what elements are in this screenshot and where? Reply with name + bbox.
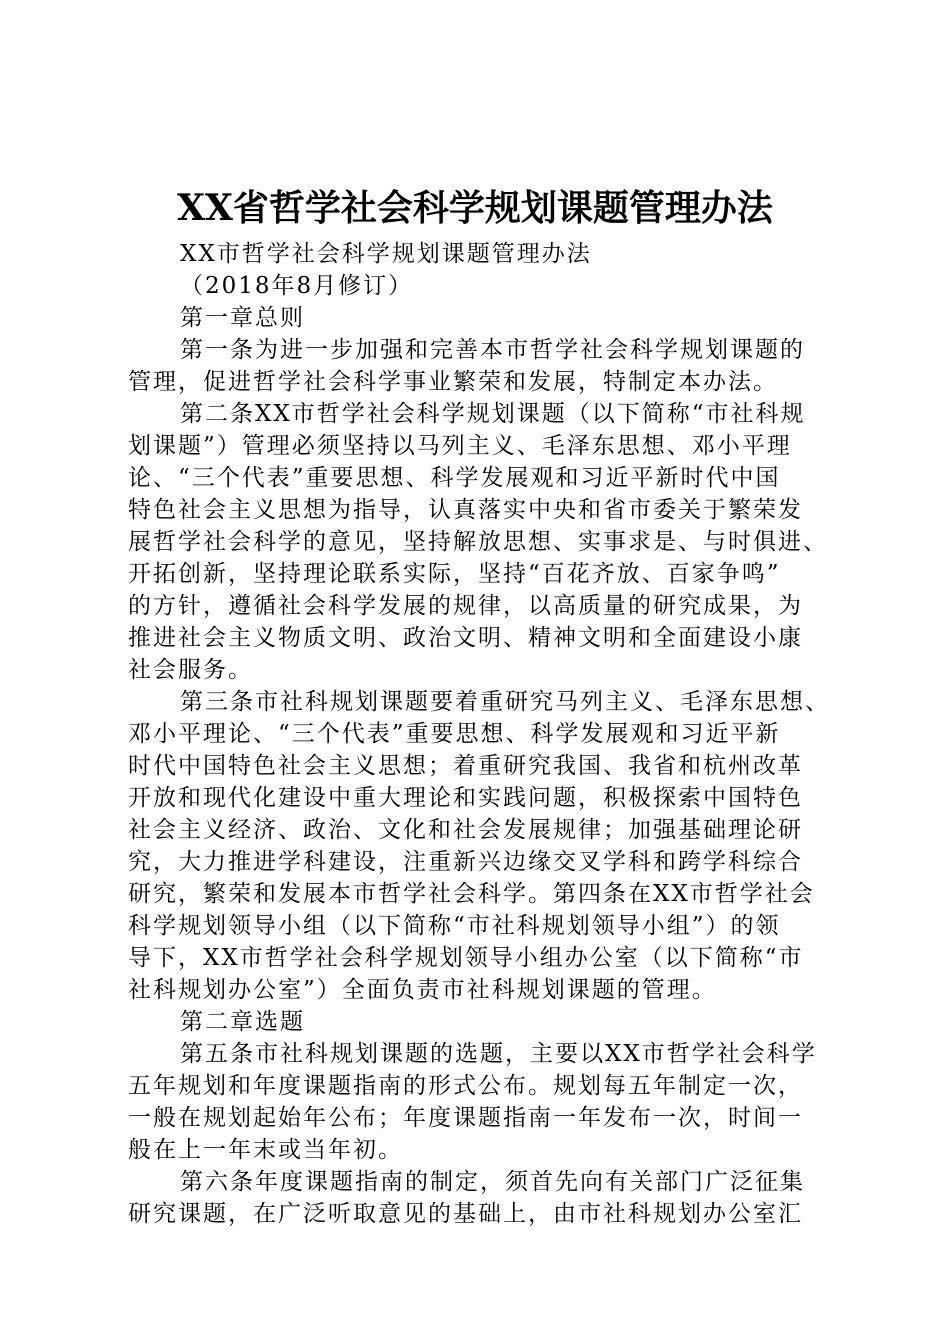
text-line: 一般在规划起始年公布；年度课题指南一年发布一次，时间一 <box>128 1105 803 1131</box>
text-line: 管理，促进哲学社会科学事业繁荣和发展，特制定本办法。 <box>128 369 778 395</box>
text-line: 第三条市社科规划课题要着重研究马列主义、毛泽东思想、 <box>180 689 830 715</box>
text-line: 导下，XX市哲学社会科学规划领导小组办公室（以下简称“市 <box>128 945 804 971</box>
text-line: 第一章总则 <box>180 305 305 331</box>
document-title: XX省哲学社会科学规划课题管理办法 <box>177 187 773 229</box>
text-line: 社科规划办公室”）全面负责市社科规划课题的管理。 <box>128 977 717 1003</box>
text-line: 第一条为进一步加强和完善本市哲学社会科学规划课题的 <box>180 337 805 363</box>
text-line: XX市哲学社会科学规划课题管理办法 <box>180 241 592 267</box>
text-line: 研究课题，在广泛听取意见的基础上，由市社科规划办公室汇 <box>128 1201 803 1227</box>
text-line: 划课题”）管理必须坚持以马列主义、毛泽东思想、邓小平理 <box>128 433 792 459</box>
document-body <box>128 238 840 1230</box>
text-line: 究，大力推进学科建设，注重新兴边缘交叉学科和跨学科综合 <box>128 849 803 875</box>
text-line: 第五条市社科规划课题的选题，主要以XX市哲学社会科学 <box>180 1041 817 1067</box>
text-line: 第二章选题 <box>180 1009 305 1035</box>
text-line: 开放和现代化建设中重大理论和实践问题，积极探索中国特色 <box>128 785 803 811</box>
text-line: 展哲学社会科学的意见，坚持解放思想、实事求是、与时俱进、 <box>128 529 828 555</box>
text-line: 论、“三个代表”重要思想、科学发展观和习近平新时代中国 <box>128 465 781 491</box>
text-line: 邓小平理论、“三个代表”重要思想、科学发展观和习近平新 <box>128 721 781 747</box>
text-line: 第六条年度课题指南的制定，须首先向有关部门广泛征集 <box>180 1169 805 1195</box>
text-line: 科学规划领导小组（以下简称“市社科规划领导小组”）的领 <box>128 913 781 939</box>
text-line: 推进社会主义物质文明、政治文明、精神文明和全面建设小康 <box>128 625 803 651</box>
text-line: （2018年8月修订） <box>180 273 414 299</box>
text-line: 第二条XX市哲学社会科学规划课题（以下简称“市社科规 <box>180 401 806 427</box>
text-line: 特色社会主义思想为指导，认真落实中央和省市委关于繁荣发 <box>128 497 803 523</box>
text-line: 研究，繁荣和发展本市哲学社会科学。第四条在XX市哲学社会 <box>128 881 815 907</box>
text-line: 社会主义经济、政治、文化和社会发展规律；加强基础理论研 <box>128 817 803 843</box>
text-line: 般在上一年末或当年初。 <box>128 1137 403 1163</box>
text-line: 五年规划和年度课题指南的形式公布。规划每五年制定一次， <box>128 1073 803 1099</box>
text-line: 时代中国特色社会主义思想；着重研究我国、我省和杭州改革 <box>128 753 803 779</box>
text-line: 的方针，遵循社会科学发展的规律，以高质量的研究成果，为 <box>128 593 803 619</box>
text-line: 开拓创新，坚持理论联系实际，坚持“百花齐放、百家争鸣” <box>128 561 781 587</box>
text-line: 社会服务。 <box>128 657 253 683</box>
